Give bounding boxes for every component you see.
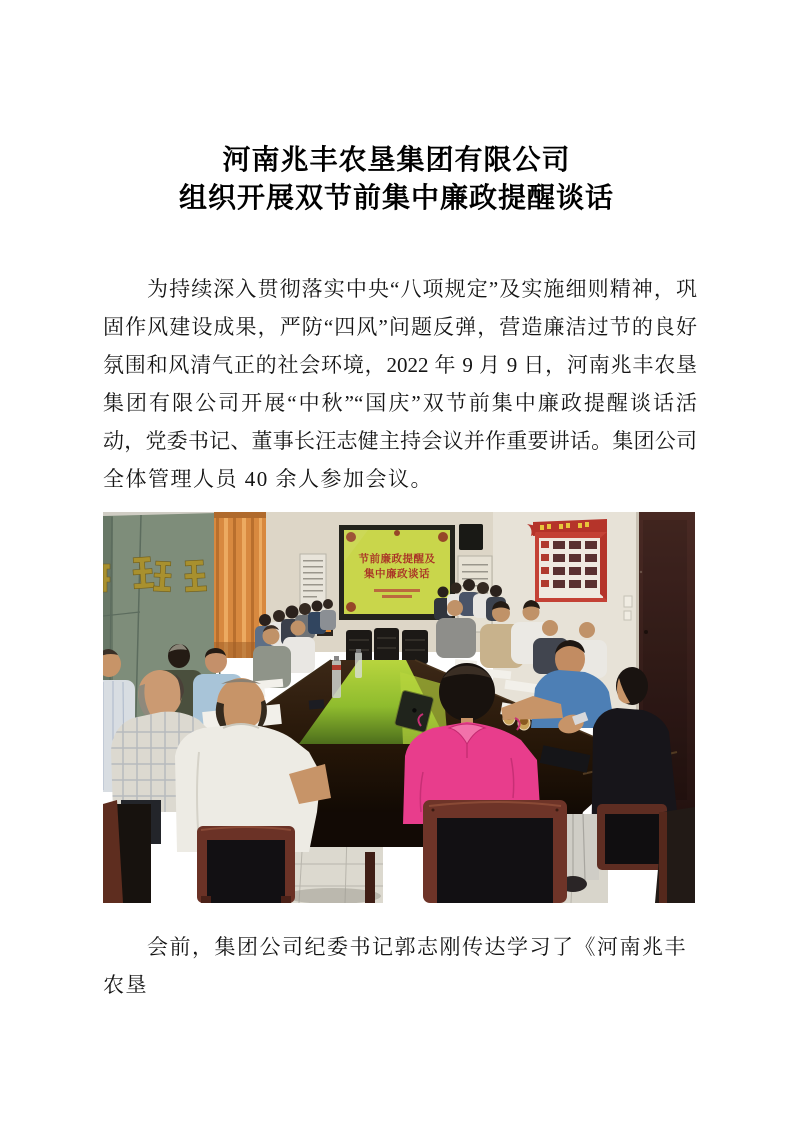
- title-line-2: 组织开展双节前集中廉政提醒谈话: [178, 183, 614, 214]
- propaganda-board: [527, 519, 607, 602]
- paragraph-line: 动，党委书记、董事长汪志健主持会议并作重要讲话。集团公司: [103, 429, 697, 453]
- chair: [103, 800, 151, 903]
- chair: [597, 804, 667, 870]
- door-handle: [644, 630, 648, 634]
- paragraph-line: 全体管理人员 40 余人参加会议。: [103, 467, 433, 491]
- body-paragraph-2: 会前，集团公司纪委书记郭志刚传达学习了《河南兆丰农垦: [103, 935, 687, 997]
- document-title: [0, 142, 793, 218]
- wall-speaker: [459, 524, 483, 550]
- paragraph-line: 为持续深入贯彻落实中央“八项规定”及实施细则精神，巩: [147, 277, 697, 301]
- screen-title-line1: 节前廉政提醒及: [358, 553, 436, 565]
- chair: [423, 800, 567, 903]
- screen-title-line2: 集中廉政谈话: [364, 568, 430, 580]
- meeting-photo: [103, 512, 695, 903]
- chair: [655, 807, 695, 903]
- paragraph-line: 集团有限公司开展“中秋”“国庆”双节前集中廉政提醒谈话活: [103, 391, 697, 415]
- paragraph-line: 固作风建设成果，严防“四风”问题反弹，营造廉洁过节的良好: [103, 315, 697, 339]
- title-line-1: 河南兆丰农垦集团有限公司: [222, 145, 571, 176]
- meeting-room-illustration: [103, 512, 695, 903]
- chair-leg: [365, 852, 375, 903]
- bottle: [332, 656, 341, 698]
- body-paragraph-1: [103, 270, 697, 498]
- paragraph-line: 氛围和风清气正的社会环境，2022 年 9 月 9 日，河南兆丰农垦: [103, 353, 697, 377]
- chair: [197, 826, 295, 903]
- bottle: [355, 649, 362, 678]
